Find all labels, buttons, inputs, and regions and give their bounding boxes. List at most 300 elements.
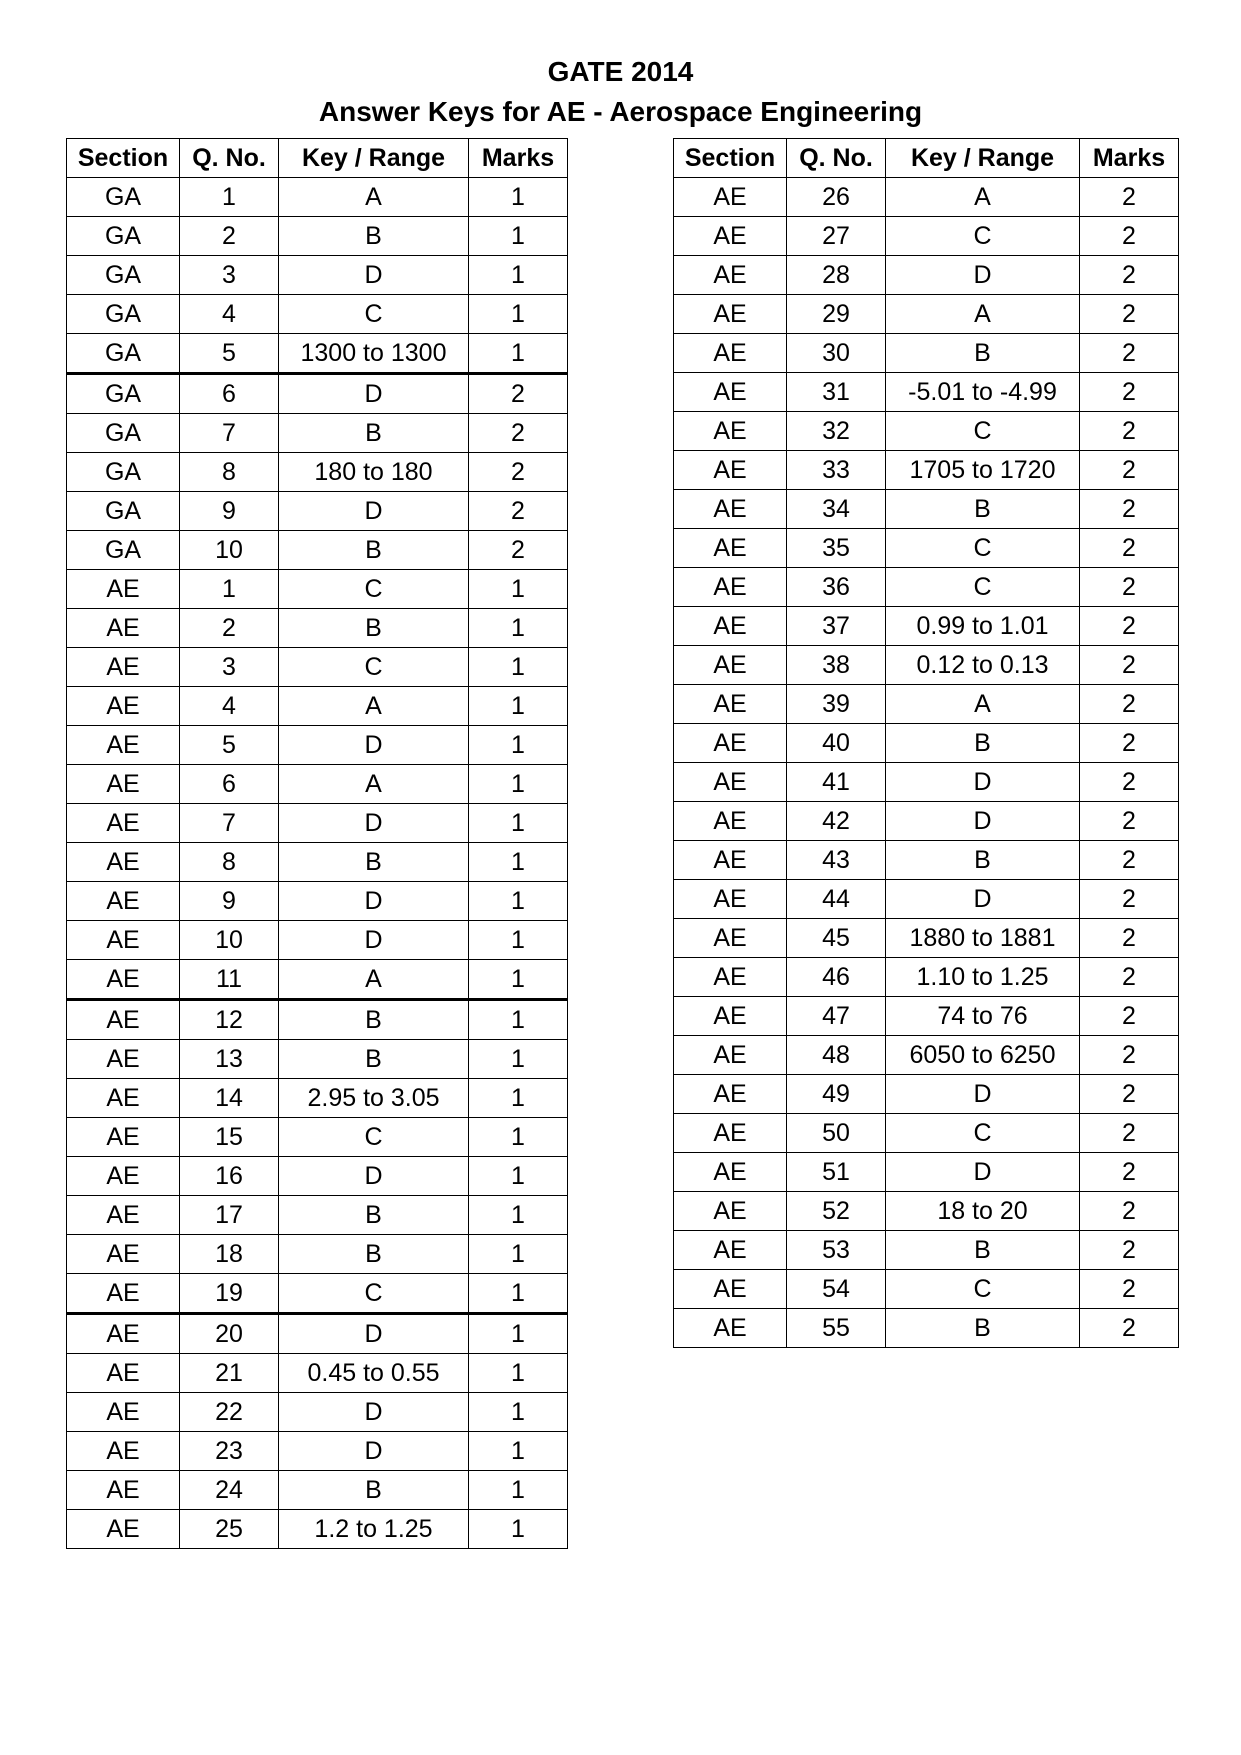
table-row xyxy=(67,1157,568,1196)
cell-key-range: D xyxy=(886,1075,1080,1114)
cell-marks: 2 xyxy=(1080,217,1179,256)
cell-marks: 1 xyxy=(469,843,568,882)
cell-question-number: 28 xyxy=(787,256,886,295)
cell-section: AE xyxy=(67,1079,180,1118)
cell-section: AE xyxy=(674,256,787,295)
cell-question-number: 42 xyxy=(787,802,886,841)
cell-key-range: D xyxy=(279,1393,469,1432)
cell-question-number: 6 xyxy=(180,374,279,414)
cell-section: AE xyxy=(67,1157,180,1196)
cell-section: AE xyxy=(674,802,787,841)
cell-section: GA xyxy=(67,531,180,570)
cell-section: GA xyxy=(67,178,180,217)
cell-section: GA xyxy=(67,492,180,531)
cell-key-range: A xyxy=(279,178,469,217)
cell-marks: 1 xyxy=(469,1196,568,1235)
cell-section: AE xyxy=(67,726,180,765)
cell-section: AE xyxy=(67,765,180,804)
cell-key-range: B xyxy=(279,609,469,648)
cell-key-range: C xyxy=(886,217,1080,256)
cell-question-number: 55 xyxy=(787,1309,886,1348)
cell-marks: 2 xyxy=(469,414,568,453)
cell-section: AE xyxy=(67,1471,180,1510)
cell-key-range: B xyxy=(279,531,469,570)
cell-key-range: 1.10 to 1.25 xyxy=(886,958,1080,997)
cell-question-number: 51 xyxy=(787,1153,886,1192)
table-row xyxy=(674,841,1179,880)
cell-question-number: 53 xyxy=(787,1231,886,1270)
cell-marks: 2 xyxy=(1080,529,1179,568)
cell-key-range: D xyxy=(279,921,469,960)
cell-marks: 2 xyxy=(1080,568,1179,607)
cell-section: AE xyxy=(674,295,787,334)
cell-key-range: B xyxy=(886,1231,1080,1270)
cell-key-range: 1.2 to 1.25 xyxy=(279,1510,469,1549)
cell-section: AE xyxy=(674,529,787,568)
cell-key-range: 1300 to 1300 xyxy=(279,334,469,374)
cell-key-range: D xyxy=(279,374,469,414)
cell-question-number: 5 xyxy=(180,726,279,765)
cell-section: GA xyxy=(67,256,180,295)
table-row xyxy=(674,1192,1179,1231)
cell-marks: 2 xyxy=(1080,997,1179,1036)
cell-question-number: 47 xyxy=(787,997,886,1036)
cell-key-range: 18 to 20 xyxy=(886,1192,1080,1231)
cell-question-number: 26 xyxy=(787,178,886,217)
cell-marks: 1 xyxy=(469,1118,568,1157)
table-row xyxy=(674,256,1179,295)
cell-question-number: 3 xyxy=(180,256,279,295)
cell-section: AE xyxy=(674,1309,787,1348)
cell-key-range: B xyxy=(886,724,1080,763)
table-row xyxy=(67,1000,568,1040)
cell-question-number: 35 xyxy=(787,529,886,568)
cell-section: AE xyxy=(674,763,787,802)
cell-section: AE xyxy=(674,1192,787,1231)
cell-question-number: 29 xyxy=(787,295,886,334)
cell-question-number: 13 xyxy=(180,1040,279,1079)
table-header xyxy=(674,139,1179,178)
table-row xyxy=(67,1471,568,1510)
cell-section: AE xyxy=(674,880,787,919)
cell-marks: 1 xyxy=(469,295,568,334)
cell-question-number: 49 xyxy=(787,1075,886,1114)
cell-section: AE xyxy=(674,841,787,880)
cell-key-range: D xyxy=(886,880,1080,919)
cell-key-range: A xyxy=(886,178,1080,217)
table-row xyxy=(67,178,568,217)
cell-question-number: 11 xyxy=(180,960,279,1000)
cell-section: AE xyxy=(674,451,787,490)
cell-key-range: 74 to 76 xyxy=(886,997,1080,1036)
cell-section: AE xyxy=(67,570,180,609)
cell-question-number: 31 xyxy=(787,373,886,412)
cell-key-range: B xyxy=(279,1196,469,1235)
cell-section: GA xyxy=(67,374,180,414)
cell-key-range: 2.95 to 3.05 xyxy=(279,1079,469,1118)
cell-key-range: 180 to 180 xyxy=(279,453,469,492)
table-row xyxy=(67,1393,568,1432)
cell-question-number: 6 xyxy=(180,765,279,804)
cell-key-range: -5.01 to -4.99 xyxy=(886,373,1080,412)
header-marks: Marks xyxy=(469,139,568,178)
cell-section: AE xyxy=(67,1393,180,1432)
cell-section: AE xyxy=(674,1231,787,1270)
cell-key-range: D xyxy=(279,492,469,531)
cell-section: AE xyxy=(674,373,787,412)
cell-question-number: 48 xyxy=(787,1036,886,1075)
cell-marks: 1 xyxy=(469,687,568,726)
cell-key-range: D xyxy=(886,1153,1080,1192)
cell-question-number: 46 xyxy=(787,958,886,997)
table-row xyxy=(674,529,1179,568)
cell-marks: 2 xyxy=(1080,763,1179,802)
cell-key-range: D xyxy=(886,763,1080,802)
cell-question-number: 17 xyxy=(180,1196,279,1235)
cell-question-number: 30 xyxy=(787,334,886,373)
table-row xyxy=(67,648,568,687)
cell-marks: 1 xyxy=(469,1000,568,1040)
table-body xyxy=(674,178,1179,1348)
cell-key-range: 0.99 to 1.01 xyxy=(886,607,1080,646)
table-row xyxy=(67,1118,568,1157)
cell-section: AE xyxy=(674,178,787,217)
cell-section: AE xyxy=(674,217,787,256)
table-row xyxy=(674,1153,1179,1192)
table-row xyxy=(67,256,568,295)
cell-section: AE xyxy=(67,843,180,882)
cell-question-number: 5 xyxy=(180,334,279,374)
cell-question-number: 36 xyxy=(787,568,886,607)
cell-key-range: 6050 to 6250 xyxy=(886,1036,1080,1075)
cell-key-range: C xyxy=(279,570,469,609)
cell-marks: 1 xyxy=(469,765,568,804)
cell-key-range: B xyxy=(886,1309,1080,1348)
table-row xyxy=(674,1114,1179,1153)
cell-marks: 2 xyxy=(1080,841,1179,880)
cell-key-range: B xyxy=(279,843,469,882)
cell-question-number: 9 xyxy=(180,882,279,921)
table-row xyxy=(674,646,1179,685)
cell-section: AE xyxy=(674,1075,787,1114)
cell-question-number: 1 xyxy=(180,570,279,609)
table-row xyxy=(67,765,568,804)
cell-key-range: C xyxy=(886,568,1080,607)
table-row xyxy=(67,843,568,882)
table-body xyxy=(67,178,568,1549)
table-row xyxy=(674,607,1179,646)
cell-marks: 1 xyxy=(469,1274,568,1314)
cell-question-number: 24 xyxy=(180,1471,279,1510)
table-row xyxy=(67,726,568,765)
cell-key-range: A xyxy=(279,687,469,726)
cell-section: AE xyxy=(67,882,180,921)
cell-marks: 1 xyxy=(469,217,568,256)
cell-key-range: B xyxy=(279,1235,469,1274)
cell-key-range: C xyxy=(886,1114,1080,1153)
cell-marks: 2 xyxy=(1080,685,1179,724)
cell-question-number: 20 xyxy=(180,1314,279,1354)
cell-marks: 2 xyxy=(1080,178,1179,217)
table-row xyxy=(674,451,1179,490)
cell-section: AE xyxy=(67,687,180,726)
cell-marks: 1 xyxy=(469,1040,568,1079)
cell-question-number: 4 xyxy=(180,295,279,334)
answer-key-table-left xyxy=(66,138,568,1549)
cell-section: AE xyxy=(674,685,787,724)
cell-key-range: B xyxy=(279,217,469,256)
cell-key-range: A xyxy=(886,295,1080,334)
table-row xyxy=(67,492,568,531)
cell-question-number: 10 xyxy=(180,921,279,960)
header-question-number: Q. No. xyxy=(787,139,886,178)
table-row xyxy=(674,685,1179,724)
cell-marks: 1 xyxy=(469,648,568,687)
header-marks: Marks xyxy=(1080,139,1179,178)
table-row xyxy=(67,1314,568,1354)
header-section: Section xyxy=(67,139,180,178)
cell-section: AE xyxy=(674,490,787,529)
cell-question-number: 15 xyxy=(180,1118,279,1157)
cell-question-number: 23 xyxy=(180,1432,279,1471)
table-row xyxy=(67,570,568,609)
cell-marks: 1 xyxy=(469,570,568,609)
cell-key-range: D xyxy=(279,1157,469,1196)
table-row xyxy=(674,919,1179,958)
header-section: Section xyxy=(674,139,787,178)
cell-section: AE xyxy=(67,1314,180,1354)
cell-question-number: 37 xyxy=(787,607,886,646)
cell-marks: 2 xyxy=(1080,919,1179,958)
cell-question-number: 1 xyxy=(180,178,279,217)
table-row xyxy=(674,178,1179,217)
cell-marks: 1 xyxy=(469,256,568,295)
cell-question-number: 4 xyxy=(180,687,279,726)
cell-key-range: C xyxy=(279,648,469,687)
cell-question-number: 52 xyxy=(787,1192,886,1231)
cell-question-number: 3 xyxy=(180,648,279,687)
cell-marks: 2 xyxy=(1080,1231,1179,1270)
cell-marks: 1 xyxy=(469,334,568,374)
cell-section: AE xyxy=(67,1432,180,1471)
cell-marks: 2 xyxy=(1080,373,1179,412)
table-row xyxy=(674,412,1179,451)
table-row xyxy=(67,882,568,921)
table-row xyxy=(67,1510,568,1549)
cell-question-number: 16 xyxy=(180,1157,279,1196)
cell-key-range: B xyxy=(886,334,1080,373)
cell-key-range: D xyxy=(279,882,469,921)
cell-marks: 2 xyxy=(469,531,568,570)
cell-question-number: 19 xyxy=(180,1274,279,1314)
cell-key-range: A xyxy=(886,685,1080,724)
cell-marks: 2 xyxy=(1080,451,1179,490)
cell-marks: 2 xyxy=(1080,958,1179,997)
cell-question-number: 2 xyxy=(180,217,279,256)
cell-section: GA xyxy=(67,334,180,374)
table-row xyxy=(67,960,568,1000)
cell-key-range: D xyxy=(279,1432,469,1471)
cell-question-number: 9 xyxy=(180,492,279,531)
cell-key-range: B xyxy=(279,1000,469,1040)
cell-question-number: 39 xyxy=(787,685,886,724)
cell-question-number: 34 xyxy=(787,490,886,529)
cell-marks: 2 xyxy=(1080,334,1179,373)
cell-question-number: 38 xyxy=(787,646,886,685)
cell-section: AE xyxy=(674,1114,787,1153)
header-key-range: Key / Range xyxy=(279,139,469,178)
cell-key-range: A xyxy=(279,960,469,1000)
cell-marks: 1 xyxy=(469,1235,568,1274)
cell-marks: 2 xyxy=(1080,1114,1179,1153)
cell-section: AE xyxy=(67,1196,180,1235)
cell-marks: 2 xyxy=(1080,1075,1179,1114)
cell-key-range: D xyxy=(279,726,469,765)
cell-marks: 1 xyxy=(469,726,568,765)
cell-question-number: 14 xyxy=(180,1079,279,1118)
cell-question-number: 8 xyxy=(180,843,279,882)
table-row xyxy=(67,1079,568,1118)
table-row xyxy=(67,295,568,334)
header-key-range: Key / Range xyxy=(886,139,1080,178)
document-subtitle: Answer Keys for AE - Aerospace Engineering xyxy=(318,96,923,127)
table-row xyxy=(674,295,1179,334)
cell-question-number: 40 xyxy=(787,724,886,763)
cell-key-range: B xyxy=(886,490,1080,529)
cell-question-number: 2 xyxy=(180,609,279,648)
cell-marks: 1 xyxy=(469,1354,568,1393)
table-row xyxy=(67,453,568,492)
cell-section: AE xyxy=(674,1153,787,1192)
cell-marks: 2 xyxy=(469,492,568,531)
table-row xyxy=(67,1432,568,1471)
table-row xyxy=(67,1040,568,1079)
table-row xyxy=(674,1036,1179,1075)
cell-section: AE xyxy=(674,919,787,958)
cell-question-number: 21 xyxy=(180,1354,279,1393)
cell-section: AE xyxy=(67,1274,180,1314)
table-row xyxy=(67,1274,568,1314)
cell-section: AE xyxy=(67,1235,180,1274)
cell-key-range: D xyxy=(886,802,1080,841)
table-row xyxy=(674,1231,1179,1270)
cell-marks: 2 xyxy=(1080,1270,1179,1309)
cell-question-number: 10 xyxy=(180,531,279,570)
header-row xyxy=(674,139,1179,178)
cell-marks: 1 xyxy=(469,1510,568,1549)
cell-key-range: C xyxy=(886,412,1080,451)
table-row xyxy=(674,1270,1179,1309)
table-row xyxy=(67,1235,568,1274)
cell-marks: 1 xyxy=(469,960,568,1000)
table-row xyxy=(674,1075,1179,1114)
cell-section: AE xyxy=(674,1270,787,1309)
cell-section: AE xyxy=(67,1354,180,1393)
cell-key-range: C xyxy=(279,1118,469,1157)
table-row xyxy=(674,334,1179,373)
cell-question-number: 18 xyxy=(180,1235,279,1274)
cell-marks: 2 xyxy=(1080,412,1179,451)
cell-marks: 2 xyxy=(1080,1192,1179,1231)
answer-key-table-right xyxy=(673,138,1179,1348)
cell-key-range: 1705 to 1720 xyxy=(886,451,1080,490)
cell-marks: 2 xyxy=(1080,724,1179,763)
cell-section: GA xyxy=(67,295,180,334)
cell-marks: 1 xyxy=(469,1393,568,1432)
table-row xyxy=(67,1354,568,1393)
cell-question-number: 7 xyxy=(180,414,279,453)
table-row xyxy=(674,763,1179,802)
cell-section: AE xyxy=(674,334,787,373)
cell-question-number: 25 xyxy=(180,1510,279,1549)
cell-marks: 1 xyxy=(469,609,568,648)
table-row xyxy=(674,490,1179,529)
cell-section: AE xyxy=(674,1036,787,1075)
cell-section: AE xyxy=(67,609,180,648)
cell-section: AE xyxy=(674,646,787,685)
cell-key-range: B xyxy=(279,1040,469,1079)
document-header xyxy=(0,52,1241,132)
cell-marks: 2 xyxy=(1080,646,1179,685)
cell-section: AE xyxy=(674,724,787,763)
cell-section: AE xyxy=(67,648,180,687)
cell-question-number: 33 xyxy=(787,451,886,490)
cell-marks: 2 xyxy=(469,374,568,414)
cell-marks: 2 xyxy=(1080,1036,1179,1075)
cell-question-number: 7 xyxy=(180,804,279,843)
cell-marks: 2 xyxy=(1080,607,1179,646)
table-row xyxy=(674,1309,1179,1348)
cell-question-number: 41 xyxy=(787,763,886,802)
cell-key-range: 0.12 to 0.13 xyxy=(886,646,1080,685)
cell-key-range: B xyxy=(279,1471,469,1510)
cell-question-number: 27 xyxy=(787,217,886,256)
table-row xyxy=(67,609,568,648)
cell-key-range: D xyxy=(279,804,469,843)
table-row xyxy=(674,958,1179,997)
cell-key-range: A xyxy=(279,765,469,804)
cell-key-range: D xyxy=(279,256,469,295)
cell-section: AE xyxy=(674,607,787,646)
cell-question-number: 54 xyxy=(787,1270,886,1309)
header-question-number: Q. No. xyxy=(180,139,279,178)
cell-section: AE xyxy=(67,1000,180,1040)
table-row xyxy=(67,687,568,726)
cell-key-range: B xyxy=(886,841,1080,880)
cell-question-number: 50 xyxy=(787,1114,886,1153)
cell-marks: 1 xyxy=(469,1471,568,1510)
cell-section: GA xyxy=(67,453,180,492)
cell-key-range: 0.45 to 0.55 xyxy=(279,1354,469,1393)
cell-section: AE xyxy=(67,1118,180,1157)
cell-marks: 1 xyxy=(469,1314,568,1354)
table-row xyxy=(674,373,1179,412)
cell-key-range: C xyxy=(279,295,469,334)
table-row xyxy=(67,921,568,960)
cell-question-number: 12 xyxy=(180,1000,279,1040)
cell-marks: 2 xyxy=(1080,256,1179,295)
table-row xyxy=(67,334,568,374)
cell-section: GA xyxy=(67,217,180,256)
cell-section: AE xyxy=(674,412,787,451)
cell-question-number: 8 xyxy=(180,453,279,492)
table-row xyxy=(67,531,568,570)
table-row xyxy=(674,802,1179,841)
table-row xyxy=(67,217,568,256)
cell-marks: 1 xyxy=(469,178,568,217)
header-row xyxy=(67,139,568,178)
cell-question-number: 32 xyxy=(787,412,886,451)
